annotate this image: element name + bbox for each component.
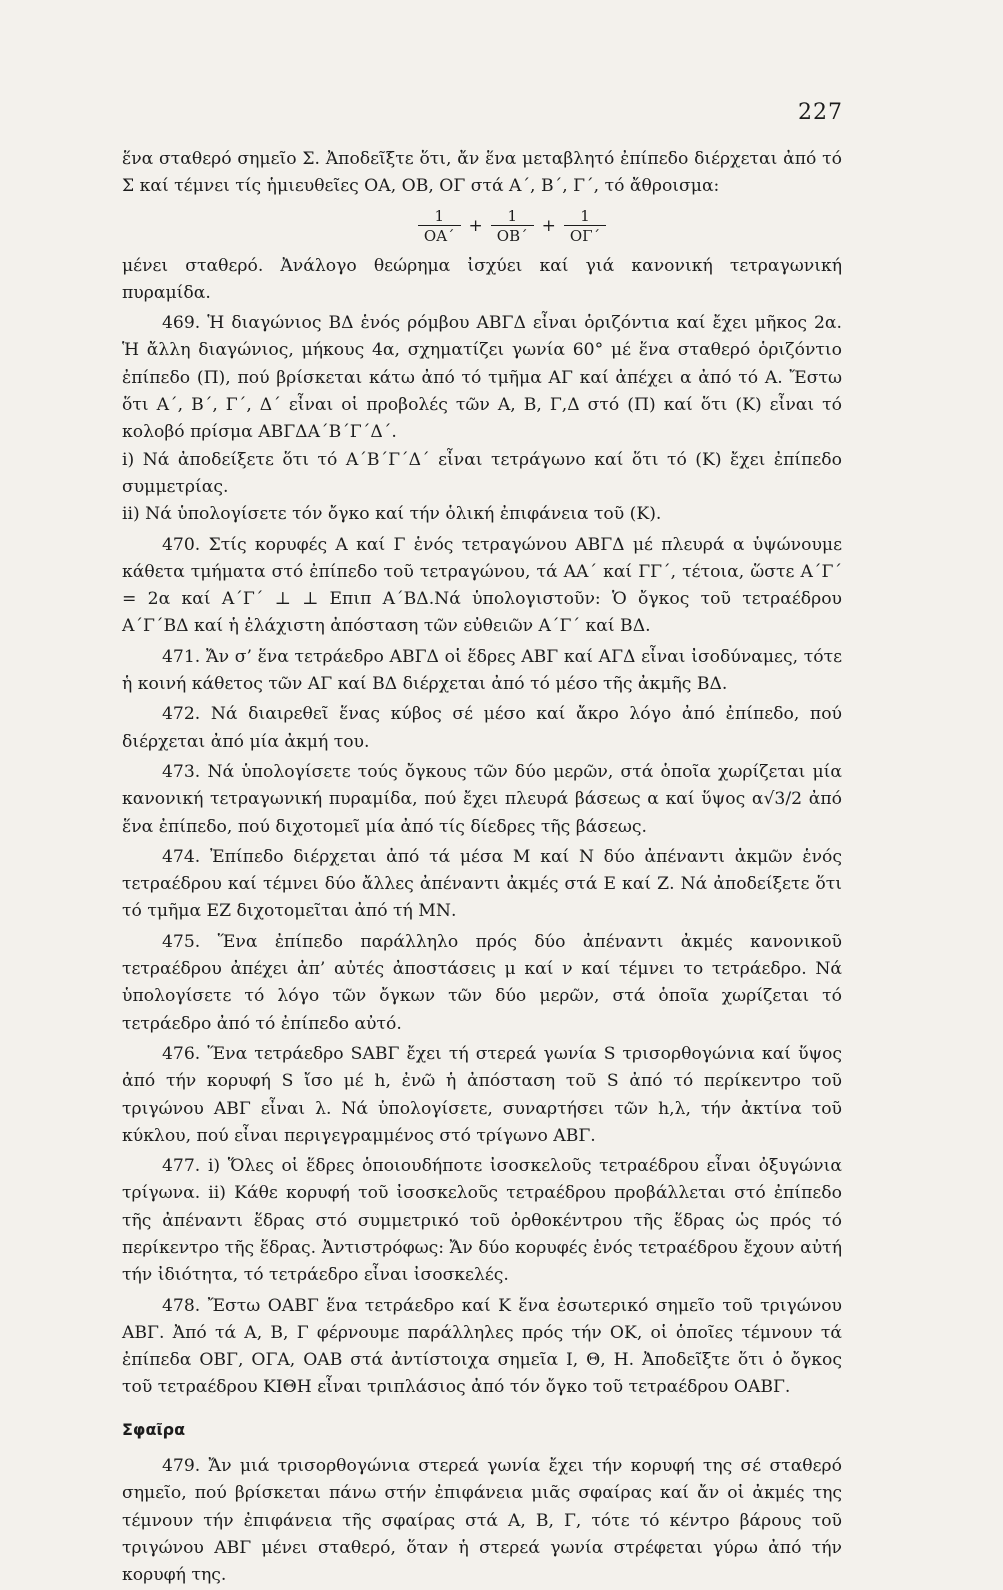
problem-text-continued: ἀπό ἕνα ἐπίπεδο, πού διχοτομεῖ μία ἀπό τίς δίεδρες τῆς βάσεως. <box>122 789 842 837</box>
problem-number: 470. <box>162 534 201 555</box>
fraction-og <box>564 207 606 246</box>
problem-number: 475. <box>162 931 201 952</box>
problem-subpart-text: ii) Νά ὑπολογίσετε τόν ὄγκο καί τήν ὁλική ἐπιφάνεια τοῦ (Κ). <box>122 504 662 525</box>
problem-text: i) Ὅλες οἱ ἕδρες ὁποιουδήποτε ἰσοσκελοῦς τετραέδρου εἶναι ὀξυγώνια τρίγωνα. ii) Κάθε κορυφή τοῦ ἰσοσκελοῦς τετραέδρου προβάλλεται στό ἐπίπεδο τῆς ἀπέναντι ἕδρας στό συμμετρικό τοῦ ὀρθοκέντρου τῆς ἕδρας ὡς πρός τό περίκεντρο τῆς ἕδρας. Ἀντιστρόφως: Ἄν δύο κορυφές ἑνός τετραέδρου ἔχουν αὐτή τήν ἰδιότητα, τό τετράεδρο εἶναι ἰσοσκελές. <box>122 1156 842 1286</box>
problem-469 <box>122 310 842 446</box>
plus-sign: + <box>541 215 556 236</box>
intro-conclusion-text: μένει σταθερό. Ἀνάλογο θεώρημα ἰσχύει καί γιά κανονική τετραγωνική πυραμίδα. <box>122 255 842 303</box>
problem-478 <box>122 1293 842 1402</box>
sum-of-reciprocals-formula <box>182 201 842 253</box>
problem-number: 478. <box>162 1295 201 1316</box>
problem-471 <box>122 644 842 699</box>
problem-text: Στίς κορυφές Α καί Γ ἑνός τετραγώνου ΑΒΓΔ μέ πλευρά α ὑψώνουμε κάθετα τμήματα στό ἐπίπεδο τοῦ τετραγώνου, τά ΑΑ΄ καί ΓΓ΄, τέτοια, ὥστε Α΄Γ΄ = 2α καί Α΄Γ΄ ⊥ ⊥ Επιπ Α΄ΒΔ.Νά ὑπολογιστοῦν: Ὁ ὄγκος τοῦ τετραέδρου Α΄Γ΄ΒΔ καί ἡ ἐλάχιστη ἀπόσταση τῶν εὐθειῶν Α΄Γ΄ καί ΒΔ. <box>122 534 842 637</box>
problem-469-part-i <box>122 447 842 502</box>
problem-number: 473. <box>162 761 201 782</box>
problem-number: 472. <box>162 704 201 725</box>
intro-conclusion <box>122 253 842 308</box>
problem-text: Ἄν σ’ ἕνα τετράεδρο ΑΒΓΔ οἱ ἕδρες ΑΒΓ καί ΑΓΔ εἶναι ἰσοδύναμες, τότε ἡ κοινή κάθετος τῶν ΑΓ καί ΒΔ διέρχεται ἀπό τό μέσο τῆς ἀκμῆς ΒΔ. <box>122 646 842 695</box>
problem-text: Ἔστω ΟΑΒΓ ἕνα τετράεδρο καί Κ ἕνα ἐσωτερικό σημεῖο τοῦ τριγώνου ΑΒΓ. Ἀπό τά Α, Β, Γ φέρνουμε παράλληλες πρός τήν ΟΚ, οἱ ὁποῖες τέμνουν τά ἐπίπεδα ΟΒΓ, ΟΓΑ, ΟΑΒ στά ἀντίστοιχα σημεῖα Ι, Θ, Η. Ἀποδεῖξτε ὅτι ὁ ὄγκος τοῦ τετραέδρου ΚΙΘΗ εἶναι τριπλάσιος ἀπό τόν ὄγκο τοῦ τετραέδρου ΟΑΒΓ. <box>122 1295 842 1398</box>
problem-number: 474. <box>162 846 201 867</box>
problem-text: Νά ὑπολογίσετε τούς ὄγκους τῶν δύο μερῶν, στά ὁποῖα χωρίζεται μία κανονική τετραγωνική πυραμίδα, πού ἔχει πλευρά βάσεως α καί ὕψος α <box>122 761 842 810</box>
fraction-denominator: ΟΑ΄ <box>418 225 461 246</box>
fraction-ob <box>491 207 534 246</box>
fraction-denominator: ΟΓ΄ <box>564 225 606 246</box>
sqrt-expression: √3/2 <box>763 789 803 810</box>
fraction-numerator: 1 <box>507 207 517 226</box>
problem-text: Νά διαιρεθεῖ ἕνας κύβος σέ μέσο καί ἄκρο λόγο ἀπό ἐπίπεδο, πού διέρχεται ἀπό μία ἀκμή του. <box>122 704 842 752</box>
fraction-numerator: 1 <box>434 207 444 226</box>
problem-473 <box>122 759 842 841</box>
fraction-numerator: 1 <box>580 207 590 226</box>
problem-476 <box>122 1041 842 1150</box>
problem-475 <box>122 929 842 1038</box>
fraction-denominator: ΟΒ΄ <box>491 225 534 246</box>
problem-text: Ἄν μιά τρισορθογώνια στερεά γωνία ἔχει τήν κορυφή της σέ σταθερό σημεῖο, πού βρίσκεται πάνω στήν ἐπιφάνεια μιᾶς σφαίρας καί ἄν οἱ ἀκμές της τέμνουν τήν ἐπιφάνεια τῆς σφαίρας στά Α, Β, Γ, τότε τό κέντρο βάρους τοῦ τριγώνου ΑΒΓ μένει σταθερό, ὅταν ἡ στερεά γωνία στρέφεται γύρω ἀπό τήν κορυφή της. <box>122 1456 842 1586</box>
problem-470 <box>122 532 842 641</box>
problem-subpart-text: i) Νά ἀποδείξετε ὅτι τό Α΄Β΄Γ΄Δ΄ εἶναι τετράγωνο καί ὅτι τό (Κ) ἔχει ἐπίπεδο συμμετρίας. <box>122 449 842 497</box>
page-content <box>122 146 842 1590</box>
problem-number: 469. <box>162 313 201 334</box>
problem-469-part-ii <box>122 501 842 528</box>
problem-text: Ἕνα τετράεδρο SΑΒΓ ἔχει τή στερεά γωνία S τρισορθογώνια καί ὕψος ἀπό τήν κορυφή S ἴσο μέ h, ἐνῶ ἡ ἀπόσταση τοῦ S ἀπό τό περίκεντρο τοῦ τριγώνου ΑΒΓ εἶναι λ. Νά ὑπολογίσετε, συναρτήσει τῶν h,λ, τήν ἀκτίνα τοῦ κύκλου, πού εἶναι περιγεγραμμένος στό τρίγωνο ΑΒΓ. <box>122 1043 842 1146</box>
problem-number: 476. <box>162 1043 201 1064</box>
problem-number: 479. <box>162 1456 201 1477</box>
problem-477 <box>122 1153 842 1289</box>
problem-number: 471. <box>162 646 201 667</box>
problem-text: Ἕνα ἐπίπεδο παράλληλο πρός δύο ἀπέναντι ἀκμές κανονικοῦ τετραέδρου ἀπέχει ἀπ’ αὐτές ἀποστάσεις μ καί ν καί τέμνει το τετράεδρο. Νά ὑπολογίσετε τό λόγο τῶν ὄγκων τῶν δύο μερῶν, στά ὁποῖα χωρίζεται τό τετράεδρο ἀπό τό ἐπίπεδο αὐτό. <box>122 931 843 1034</box>
problem-472 <box>122 701 842 756</box>
page-number: 227 <box>798 100 843 125</box>
problem-number: 477. <box>162 1156 201 1177</box>
fraction-oa <box>418 207 461 246</box>
intro-paragraph <box>122 146 842 201</box>
problem-474 <box>122 844 842 926</box>
problem-text: Ἐπίπεδο διέρχεται ἀπό τά μέσα Μ καί Ν δύο ἀπέναντι ἀκμῶν ἑνός τετραέδρου καί τέμνει δύο ἄλλες ἀπέναντι ἀκμές στά Ε καί Ζ. Νά ἀποδείξετε ὅτι τό τμῆμα ΕΖ διχοτομεῖται ἀπό τή ΜΝ. <box>122 846 842 922</box>
intro-text: ἕνα σταθερό σημεῖο Σ. Ἀποδεῖξτε ὅτι, ἄν ἕνα μεταβλητό ἐπίπεδο διέρχεται ἀπό τό Σ καί τέμνει τίς ἡμιευθεῖες ΟΑ, ΟΒ, ΟΓ στά Α΄, Β΄, Γ΄, τό ἄθροισμα: <box>122 149 842 197</box>
plus-sign: + <box>468 215 483 236</box>
problem-479 <box>122 1453 842 1589</box>
problem-text: Ἡ διαγώνιος ΒΔ ἑνός ρόμβου ΑΒΓΔ εἶναι ὁριζόντια καί ἔχει μῆκος 2α. Ἡ ἄλλη διαγώνιος, μήκους 4α, σχηματίζει γωνία 60° μέ ἕνα σταθερό ὁριζόντιο ἐπίπεδο (Π), πού βρίσκεται κάτω ἀπό τό τμῆμα ΑΓ καί ἀπέχει α ἀπό τό Α. Ἔστω ὅτι Α΄, Β΄, Γ΄, Δ΄ εἶναι οἱ προβολές τῶν Α, Β, Γ,Δ στό (Π) καί ὅτι (Κ) εἶναι τό κολοβό πρίσμα ΑΒΓΔΑ΄Β΄Γ΄Δ΄. <box>122 313 842 443</box>
section-heading-sphere: Σφαῖρα <box>122 1419 186 1439</box>
